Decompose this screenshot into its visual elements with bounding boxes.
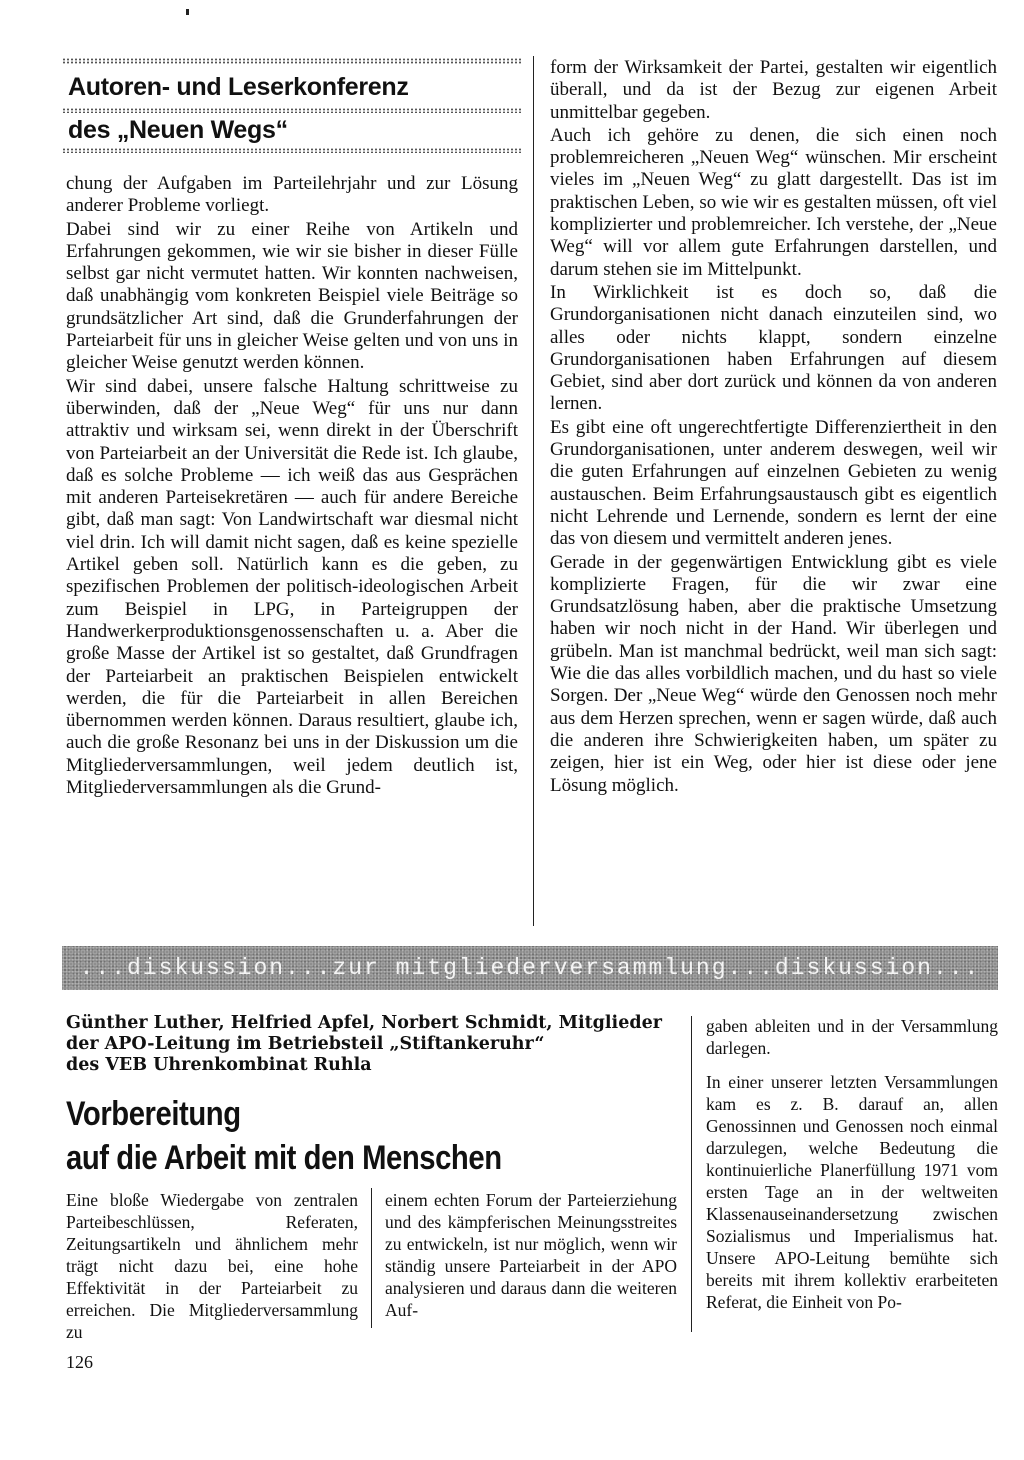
header-rule-top: [62, 58, 522, 64]
paragraph: einem echten Forum der Parteierziehung und des kämpferischen Meinungsstreites zu entwickeln, ist nur möglich, wenn wir ständig unsere Parteiarbeit in der APO analysieren und daraus dann die weiteren Auf-: [385, 1190, 677, 1320]
article2-authors: [66, 1013, 686, 1076]
discussion-banner-text: ...diskussion...zur mitgliederversammlung...diskussion...: [79, 955, 981, 981]
paragraph: form der Wirksamkeit der Partei, gestalten wir eigentlich überall, und da ist der Bezug zur eigenen Arbeit unmittelbar gegeben.: [550, 57, 997, 123]
article1-title-line2: des „Neuen Wegs“: [68, 116, 288, 144]
paragraph: Gerade in der gegenwärtigen Entwicklung gibt es viele komplizierte Fragen, für die wir zwar eine Grundsatzlösung haben, aber die praktische Umsetzung haben wir noch nicht in der Hand. Wir überlegen und grübeln. Man ist manchmal bedrückt, weil man sich sagt: Wie die das alles vorbildlich machen, und du hast so viele Sorgen. Der „Neue Weg“ würde den Genossen noch mehr aus dem Herzen sprechen, wenn er sagen würde, daß auch die anderen ihre Schwierigkeiten haben, um später zu zeigen, hier ist ein Weg, oder hier ist diese oder jene Lösung möglich.: [550, 551, 997, 796]
header-rule-bottom: [62, 148, 522, 153]
authors-line2: der APO-Leitung im Betriebsteil „Stiftankeruhr“: [66, 1034, 545, 1054]
paragraph: Dabei sind wir zu einer Reihe von Artikeln und Erfahrungen gekommen, wie wir sie bisher in dieser Fülle selbst gar nicht vermutet hatten. Wir konnten nachweisen, daß unabhängig vom konkreten Beispiel viele Beiträge so grundsätzlicher Art sind, daß die Grunderfahrungen der Parteiarbeit für uns in gleicher Weise gelten und von uns in gleicher Weise genutzt werden können.: [66, 218, 518, 374]
paragraph: Wir sind dabei, unsere falsche Haltung schrittweise zu überwinden, daß der „Neue Weg“ für uns nur dann attraktiv und wirksam sei, wenn direkt in der Überschrift von Parteiarbeit an der Universität die Rede ist. Ich glaube, daß es solche Probleme — ich weiß das aus Gesprächen mit anderen Parteisekretären — auch für andere Bereiche gibt, daß man sagt: Von Landwirtschaft war diesmal nicht viel drin. Ich will damit nicht sagen, daß es keine spezielle Artikel geben soll. Natürlich kann es die geben, zu spezifischen Problemen der politisch-ideologischen Arbeit zum Beispiel in LPG, in Parteigruppen der Handwerkerproduktionsgenossenschaften u. a. Aber die große Masse der Artikel ist so gestaltet, daß Grundfragen der Parteiarbeit an praktischen Beispielen entwickelt werden, die für die Parteiarbeit in allen Bereichen übernommen werden können. Daraus resultiert, glaube ich, auch die große Resonanz bei uns in der Diskussion um die Mitgliederversammlungen, weil jedem deutlich ist, Mitgliederversammlungen als die Grund-: [66, 375, 518, 799]
paragraph: In einer unserer letzten Versammlungen kam es z. B. darauf an, allen Genossinnen und Genossen noch einmal darzulegen, welche Bedeutung die kontinuierliche Planerfüllung 1971 vom ersten Tage an in der weltweiten Klassenauseinandersetzung zwischen Sozialismus und Imperialismus hat. Unsere APO-Leitung bemühte sich bereits mit ihrem kollektiv erarbeiteten Referat, die Einheit von Po-: [706, 1072, 998, 1312]
paragraph: In Wirklichkeit ist es doch so, daß die Grundorganisationen nicht danach einzuteilen sind, wo alles oder nichts klappt, sondern einzelne Grundorganisationen haben Erfahrungen auf diesem Gebiet, sind aber dort zurück und können da von anderen lernen.: [550, 281, 997, 415]
article2-title-line1: Vorbereitung: [66, 1095, 241, 1133]
top-mark: [186, 9, 189, 15]
authors-line3: des VEB Uhrenkombinat Ruhla: [66, 1055, 372, 1075]
article2-column-a: [66, 1189, 358, 1343]
article2-column-b: [385, 1189, 677, 1321]
paragraph: gaben ableiten und in der Versammlung darlegen.: [706, 1016, 998, 1058]
column-divider-b: [691, 1016, 692, 1332]
article2-title-line2: auf die Arbeit mit den Menschen: [66, 1139, 502, 1177]
discussion-banner: [62, 946, 998, 990]
article2-column-c: [706, 1015, 998, 1313]
column-divider-a: [371, 1188, 372, 1328]
article1-left-column: [66, 173, 518, 799]
paragraph: Es gibt eine oft ungerechtfertigte Differenziertheit in den Grundorganisationen, unter anderem deswegen, weil wir die guten Erfahrungen auf einzelnen Gebieten zu wenig austauschen. Beim Erfahrungsaustausch gibt es eigentlich nicht Lehrende und Lernende, sondern es lernt der eine das von diesem und vermittelt anderen jenes.: [550, 416, 997, 550]
paragraph: Auch ich gehöre zu denen, die sich einen noch problemreicheren „Neuen Weg“ wünschen. Mir erscheint vieles im „Neuen Weg“ zu glatt dargestellt. Das ist im praktischen Leben, so wie wir es gestalten müssen, oft viel komplizierter und problemreicher. Ich verstehe, der „Neue Weg“ will vor allem gute Erfahrungen darstellen, und darum stehen sie im Mittelpunkt.: [550, 124, 997, 280]
column-divider: [533, 56, 534, 926]
article1-title-line1: Autoren- und Leserkonferenz: [68, 73, 409, 101]
page-number: 126: [66, 1352, 93, 1372]
paragraph: Eine bloße Wiedergabe von zentralen Parteibeschlüssen, Referaten, Zeitungsartikeln und ähnlichem mehr trägt nicht dazu bei, eine hohe Effektivität in der Parteiarbeit zu erreichen. Die Mitgliederversammlung zu: [66, 1190, 358, 1342]
paragraph: chung der Aufgaben im Parteilehrjahr und zur Lösung anderer Probleme vorliegt.: [66, 173, 518, 217]
article1-right-column: [550, 57, 997, 797]
article2-title: [66, 1092, 599, 1180]
header-rule-middle: [62, 108, 522, 113]
authors-line1: Günther Luther, Helfried Apfel, Norbert Schmidt, Mitglieder: [66, 1013, 662, 1033]
article1-title: [68, 70, 528, 148]
